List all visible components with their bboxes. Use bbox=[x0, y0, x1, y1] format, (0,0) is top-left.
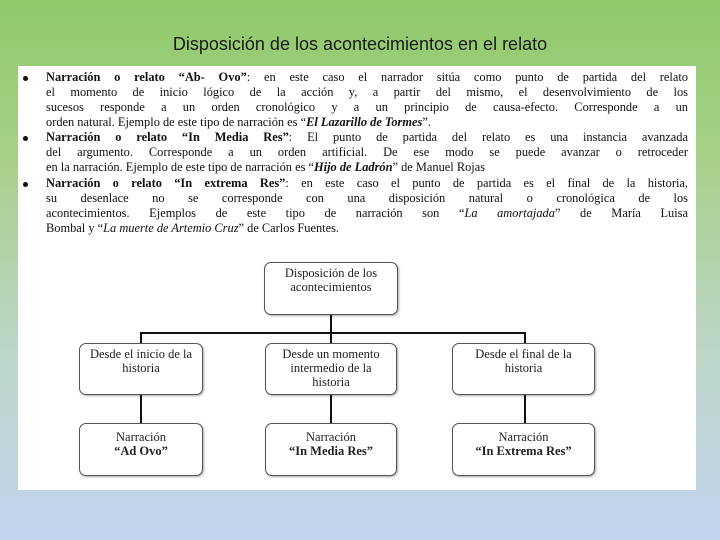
bullet-line bbox=[46, 221, 688, 236]
box-text: historia bbox=[504, 361, 543, 375]
body-text: : en este caso el narrador sitúa como punto de partida del relato bbox=[246, 70, 688, 84]
box-text: historia bbox=[312, 375, 350, 389]
box-text: “Ad Ovo” bbox=[114, 444, 168, 458]
body-text: Bombal y “ bbox=[46, 221, 104, 235]
box-text: acontecimientos bbox=[290, 280, 372, 294]
box-text: Narración bbox=[116, 430, 166, 444]
emphasis-text: El Lazarillo de Tormes bbox=[306, 115, 423, 129]
body-text: del argumento. Corresponde a un orden artificial. De ese modo se puede avanzar o retroceder bbox=[46, 145, 688, 159]
diagram-box-inicio bbox=[79, 343, 203, 395]
diagram-box-ad-ovo bbox=[79, 423, 203, 476]
diagram-root-box bbox=[264, 262, 398, 315]
body-text: sucesos responde a un orden cronológico y a un principio de causa-efecto. Corresponde a un bbox=[46, 100, 688, 114]
connector-horizontal bbox=[140, 332, 525, 334]
bullet-dot-icon bbox=[23, 136, 28, 141]
body-text: : El punto de partida del relato es una instancia avanzada bbox=[288, 130, 688, 144]
connector-root-down bbox=[330, 315, 332, 333]
diagram-box-in-media-res bbox=[265, 423, 397, 476]
box-text: Narración bbox=[306, 430, 356, 444]
body-text: : en este caso el punto de partida es el final de la historia, bbox=[285, 176, 688, 190]
bullet-line bbox=[46, 115, 688, 130]
emphasis-text: La amortajada bbox=[464, 206, 555, 220]
bullet-line bbox=[46, 70, 688, 85]
box-text: intermedio de la bbox=[290, 361, 372, 375]
emphasis-text: Narración o relato “Ab- Ovo” bbox=[46, 70, 247, 84]
connector-center-lower bbox=[330, 395, 332, 423]
box-text: Desde el final de la bbox=[475, 347, 572, 361]
body-text: orden natural. Ejemplo de este tipo de narración es “ bbox=[46, 115, 307, 129]
diagram-box-in-extrema-res bbox=[452, 423, 595, 476]
bullet-line bbox=[46, 191, 688, 206]
body-text: acontecimientos. Ejemplos de este tipo de narración son “ bbox=[46, 206, 465, 220]
body-text: ” de Manuel Rojas bbox=[392, 160, 486, 174]
box-text: Narración bbox=[498, 430, 549, 444]
connector-left-lower bbox=[140, 395, 142, 423]
body-text: ” de María Luisa bbox=[554, 206, 688, 220]
body-text: el momento de inicio lógico de la acción y, a partir del mismo, el desenvolvimiento de los bbox=[46, 85, 688, 99]
emphasis-text: Hijo de Ladrón bbox=[314, 160, 393, 174]
bullet-dot-icon bbox=[23, 76, 28, 81]
box-text: Disposición de los bbox=[284, 266, 378, 280]
box-text: historia bbox=[122, 361, 160, 375]
bullet-line bbox=[46, 85, 688, 100]
body-text: en la narración. Ejemplo de este tipo de narración es “ bbox=[46, 160, 315, 174]
box-text: “In Extrema Res” bbox=[475, 444, 572, 458]
bullet-line bbox=[46, 100, 688, 115]
box-text: “In Media Res” bbox=[288, 444, 374, 458]
bullet-line bbox=[46, 176, 688, 191]
body-text: su desenlace no se corresponde con una disposición natural o cronológica de los bbox=[46, 191, 688, 205]
diagram-box-final bbox=[452, 343, 595, 395]
content-panel bbox=[18, 66, 696, 490]
body-text: ”. bbox=[422, 115, 431, 129]
connector-right-lower bbox=[524, 395, 526, 423]
body-text: ” de Carlos Fuentes. bbox=[238, 221, 340, 235]
slide-title: Disposición de los acontecimientos en el relato bbox=[172, 34, 548, 54]
box-text: Desde el inicio de la bbox=[89, 347, 193, 361]
emphasis-text: Narración o relato “In extrema Res” bbox=[46, 176, 286, 190]
bullet-line bbox=[46, 145, 688, 160]
bullet-line bbox=[46, 160, 688, 175]
emphasis-text: Narración o relato “In Media Res” bbox=[46, 130, 289, 144]
bullet-dot-icon bbox=[23, 182, 28, 187]
emphasis-text: La muerte de Artemio Cruz bbox=[103, 221, 239, 235]
bullet-line bbox=[46, 206, 688, 221]
diagram-box-intermedio bbox=[265, 343, 397, 395]
box-text: Desde un momento bbox=[282, 347, 380, 361]
bullet-line bbox=[46, 130, 688, 145]
